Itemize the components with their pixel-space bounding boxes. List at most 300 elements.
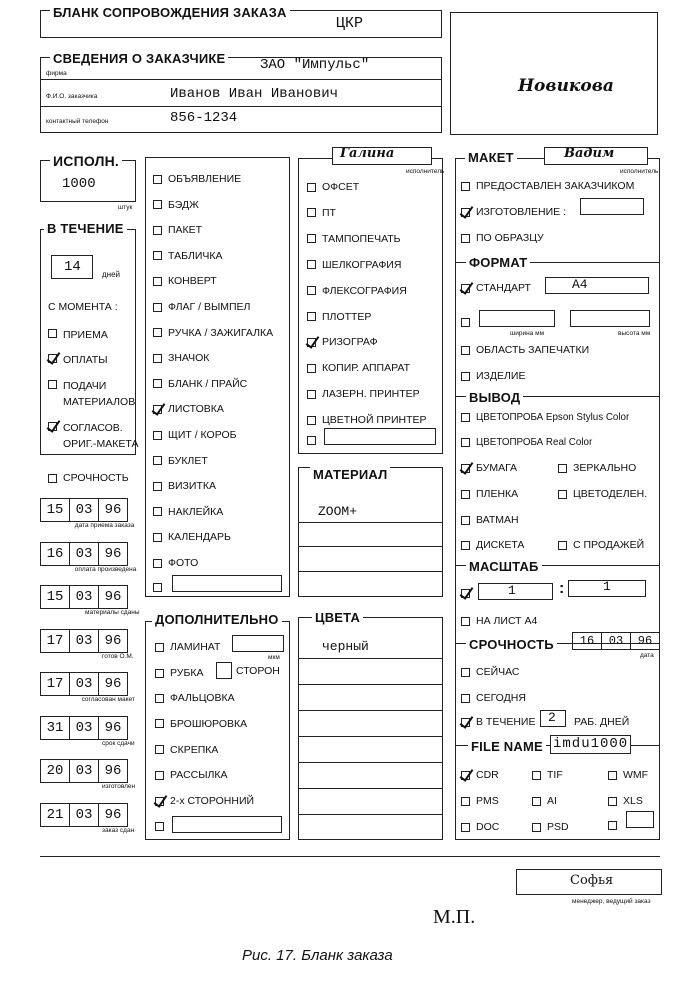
product-type-checkbox[interactable]	[153, 173, 241, 185]
date-year: 96	[104, 502, 122, 518]
checkbox-icon	[307, 390, 316, 399]
format-standard-checkbox[interactable]	[461, 282, 531, 294]
extra-option-label: СКРЕПКА	[170, 743, 219, 756]
days-label: дней	[102, 270, 121, 279]
check-icon	[461, 771, 470, 780]
diskette-checkbox[interactable]	[461, 539, 524, 551]
date-month: 03	[70, 804, 99, 826]
checkbox-icon	[155, 719, 164, 728]
from-option-label: ОПЛАТЫ	[63, 354, 108, 366]
product-type-label: ЗНАЧОК	[168, 352, 210, 365]
mirror-checkbox[interactable]	[558, 462, 636, 474]
colors-value[interactable]: черный	[322, 639, 369, 654]
tech-option-checkbox[interactable]	[307, 414, 427, 426]
product-type-label: НАКЛЕЙКА	[168, 505, 224, 518]
film-checkbox[interactable]	[461, 488, 518, 500]
checkbox-icon	[48, 474, 57, 483]
filetype-checkbox[interactable]	[461, 769, 499, 781]
extra-option-checkbox[interactable]	[155, 744, 218, 756]
product-other-checkbox[interactable]	[153, 583, 162, 592]
checkbox-icon	[558, 490, 567, 499]
date-year: 96	[104, 719, 122, 736]
checkbox-icon	[153, 303, 162, 312]
extra-option-checkbox[interactable]	[155, 718, 247, 730]
check-icon	[307, 338, 316, 347]
urgency-now-checkbox[interactable]	[461, 666, 520, 678]
filetype-checkbox[interactable]	[461, 795, 499, 807]
colors-line	[298, 736, 443, 737]
tech-option-checkbox[interactable]	[307, 336, 378, 348]
lamination-checkbox[interactable]	[155, 641, 220, 653]
extra-option-label: ФАЛЬЦОВКА	[170, 692, 235, 704]
tech-option-label: ФЛЕКСОГРАФИЯ	[322, 284, 407, 297]
checkbox-icon	[608, 797, 617, 806]
material-line	[298, 522, 443, 523]
checkbox-icon	[461, 318, 470, 327]
stage-date[interactable]	[40, 498, 128, 522]
checkbox-icon	[155, 745, 164, 754]
date-month: 03	[70, 586, 99, 608]
product-type-checkbox[interactable]	[153, 199, 199, 211]
ispoln-title: ИСПОЛН.	[50, 153, 122, 169]
urgency-days-value: 2	[548, 710, 556, 725]
from-option-checkbox[interactable]	[48, 378, 141, 410]
checkbox-icon	[153, 533, 162, 542]
filename-value[interactable]: imdu1000	[550, 735, 631, 754]
checkbox-icon	[461, 541, 470, 550]
filetype-checkbox[interactable]	[532, 821, 569, 833]
tech-option-checkbox[interactable]	[307, 207, 336, 219]
product-type-checkbox[interactable]	[153, 352, 209, 364]
material-line	[298, 571, 443, 572]
checkbox-icon	[155, 643, 164, 652]
material-value[interactable]: ZOOM+	[318, 504, 358, 519]
checkbox-icon	[307, 286, 316, 295]
days-value: 14	[64, 259, 81, 275]
check-icon	[48, 354, 57, 363]
print-area-checkbox[interactable]	[461, 344, 589, 356]
colors-line	[298, 762, 443, 763]
customer-title: СВЕДЕНИЯ О ЗАКАЗЧИКЕ	[50, 51, 228, 66]
checkbox-icon	[307, 234, 316, 243]
stage-date-caption: срок сдачи	[102, 739, 135, 747]
filetype-checkbox[interactable]	[608, 795, 643, 807]
height-input[interactable]	[570, 310, 650, 327]
extra-option-checkbox[interactable]	[155, 769, 228, 781]
during-title: В ТЕЧЕНИЕ	[44, 221, 127, 236]
from-option-label: ПРИЕМА	[63, 329, 108, 341]
checkbox-icon	[307, 364, 316, 373]
checkbox-icon	[153, 277, 162, 286]
tech-option-label: ПТ	[322, 206, 336, 219]
product-type-checkbox[interactable]	[153, 224, 202, 236]
product-type-label: ПАКЕТ	[168, 224, 203, 237]
colors-line	[298, 684, 443, 685]
tech-option-checkbox[interactable]	[307, 311, 371, 323]
firm-value[interactable]: ЗАО "Импульс"	[260, 57, 370, 73]
checkbox-icon	[558, 541, 567, 550]
checkbox-icon	[153, 200, 162, 209]
from-option-checkbox[interactable]	[48, 420, 141, 452]
filetype-checkbox[interactable]	[608, 769, 648, 781]
from-option-label: СОГЛАСОВ. ОРИГ.-МАКЕТА	[63, 422, 139, 450]
stage-date-caption: дата приема заказа	[74, 522, 135, 529]
product-other-input[interactable]	[172, 575, 282, 592]
stage-date[interactable]	[40, 672, 128, 696]
date-year: 96	[104, 763, 122, 779]
width-input[interactable]	[479, 310, 555, 327]
date-month: 03	[70, 630, 99, 652]
from-option-checkbox[interactable]	[48, 327, 141, 343]
maket-executor-label: исполнитель	[620, 168, 659, 175]
date-year: 96	[104, 806, 122, 823]
colors-line	[298, 658, 443, 659]
date-day: 20	[41, 760, 70, 782]
maket-title: МАКЕТ	[465, 150, 517, 165]
checkbox-icon	[608, 771, 617, 780]
order-code[interactable]: ЦКР	[336, 15, 364, 32]
from-option-checkbox[interactable]	[48, 352, 141, 368]
date-year: 96	[104, 632, 122, 649]
date-month: 03	[70, 760, 99, 782]
tech-other-input[interactable]	[324, 428, 436, 445]
maket-made-label: ИЗГОТОВЛЕНИЕ :	[476, 206, 567, 218]
checkbox-icon	[155, 694, 164, 703]
product-label: ИЗДЕЛИЕ	[476, 370, 526, 382]
checkbox-icon	[558, 464, 567, 473]
filetype-checkbox[interactable]	[532, 769, 563, 781]
phone-label: контактный телефон	[46, 118, 109, 125]
tech-box	[298, 158, 443, 454]
product-type-label: ЛИСТОВКА	[168, 403, 224, 416]
from-label: С МОМЕНТА :	[48, 301, 118, 313]
lamination-label: ЛАМИНАТ	[170, 641, 221, 653]
lamination-input[interactable]	[232, 635, 284, 652]
output-title: ВЫВОД	[466, 390, 523, 405]
stage-date[interactable]	[40, 629, 128, 653]
checkbox-icon	[461, 668, 470, 677]
urgency-checkbox-left[interactable]	[48, 472, 129, 484]
urgency-day: 16	[573, 633, 602, 649]
date-month: 03	[70, 499, 99, 521]
product-checkbox[interactable]	[461, 370, 525, 382]
tech-executor-label: исполнитель	[406, 168, 445, 175]
divider	[40, 79, 442, 80]
height-label: высота мм	[618, 330, 651, 337]
manager-stamp-box	[450, 12, 658, 135]
footer-line	[40, 856, 660, 857]
colors-line	[298, 710, 443, 711]
date-day: 21	[41, 804, 70, 826]
filetype-other-input[interactable]	[626, 811, 654, 828]
checkbox-icon	[307, 436, 316, 445]
checkbox-icon	[153, 559, 162, 568]
product-type-label: БЛАНК / ПРАЙС	[168, 377, 248, 390]
material-title: МАТЕРИАЛ	[310, 467, 390, 482]
checkbox-icon	[48, 380, 57, 389]
tech-option-label: ПЛОТТЕР	[322, 310, 372, 323]
for-sale-checkbox[interactable]	[558, 539, 644, 551]
checkbox-icon	[307, 260, 316, 269]
maket-made-input[interactable]	[580, 198, 644, 215]
date-day: 31	[41, 717, 70, 739]
proof-real-checkbox[interactable]	[461, 437, 592, 448]
checkbox-icon	[307, 208, 316, 217]
product-type-checkbox[interactable]	[153, 275, 217, 287]
tech-other-checkbox[interactable]	[307, 436, 316, 445]
checkbox-icon	[307, 416, 316, 425]
stage-date-caption: заказ сдан	[102, 826, 135, 834]
scale-a-value: 1	[508, 583, 516, 598]
tech-option-checkbox[interactable]	[307, 388, 420, 400]
date-day: 17	[41, 630, 70, 652]
print-area-label: ОБЛАСТЬ ЗАПЕЧАТКИ	[476, 344, 590, 356]
whatman-checkbox[interactable]	[461, 514, 519, 526]
product-type-label: БУКЛЕТ	[168, 454, 208, 467]
extra-option-label: РАССЫЛКА	[170, 769, 228, 782]
format-standard-value: А4	[572, 277, 588, 292]
checkbox-icon	[532, 797, 541, 806]
tech-option-label: ЛАЗЕРН. ПРИНТЕР	[322, 388, 420, 401]
paper-checkbox[interactable]	[461, 462, 517, 474]
colors-box	[298, 617, 443, 840]
checkbox-icon	[155, 771, 164, 780]
product-type-checkbox[interactable]	[153, 506, 223, 518]
paper-label: БУМАГА	[476, 462, 518, 474]
checkbox-icon	[153, 251, 162, 260]
micron-label: мкм	[268, 654, 280, 661]
filetype-label: AI	[547, 795, 557, 807]
quantity-unit: штук	[118, 204, 133, 211]
form-title: БЛАНК СОПРОВОЖДЕНИЯ ЗАКАЗА	[50, 5, 290, 20]
tech-option-checkbox[interactable]	[307, 285, 407, 297]
extra-option-checkbox[interactable]	[155, 692, 235, 704]
check-icon	[153, 405, 162, 414]
urgency-now-label: СЕЙЧАС	[476, 666, 520, 678]
urgency-today-checkbox[interactable]	[461, 692, 526, 704]
filetype-label: PMS	[476, 795, 499, 807]
fio-value[interactable]: Иванов Иван Иванович	[170, 86, 339, 102]
product-type-label: ФОТО	[168, 557, 199, 569]
product-type-label: ОБЪЯВЛЕНИЕ	[168, 173, 242, 185]
mirror-label: ЗЕРКАЛЬНО	[573, 462, 637, 474]
colors-title: ЦВЕТА	[312, 610, 363, 625]
filetype-checkbox[interactable]	[461, 821, 499, 833]
checkbox-icon	[153, 226, 162, 235]
checkbox-icon	[461, 617, 470, 626]
checkbox-icon	[461, 490, 470, 499]
date-year: 96	[104, 676, 122, 692]
format-standard-input[interactable]	[545, 277, 649, 294]
product-type-checkbox[interactable]	[153, 403, 224, 415]
checkbox-icon	[461, 438, 470, 447]
filetype-label: WMF	[623, 769, 649, 781]
date-month: 03	[70, 673, 99, 695]
date-month: 03	[70, 543, 99, 565]
product-type-label: ТАБЛИЧКА	[168, 249, 223, 262]
width-label: ширина мм	[510, 330, 545, 337]
scale-checkbox[interactable]	[461, 589, 470, 598]
checkbox-icon	[153, 456, 162, 465]
phone-value[interactable]: 856-1234	[170, 110, 238, 126]
filetype-label: PSD	[547, 821, 569, 833]
stamp-label: М.П.	[433, 906, 476, 928]
maket-made-checkbox[interactable]	[461, 206, 566, 218]
check-icon	[461, 718, 470, 727]
product-type-label: ФЛАГ / ВЫМПЕЛ	[168, 301, 251, 313]
checkbox-icon	[461, 346, 470, 355]
manager-name: Софья	[570, 873, 614, 888]
quantity-value[interactable]: 1000	[62, 176, 96, 192]
proof-epson-label: ЦВЕТОПРОБА Epson Stylus Color	[476, 412, 630, 423]
filename-title: FILE NAME	[468, 739, 546, 754]
checkbox-icon	[153, 583, 162, 592]
checkbox-icon	[461, 234, 470, 243]
product-type-checkbox[interactable]	[153, 480, 216, 492]
separation-label: ЦВЕТОДЕЛЕН.	[573, 488, 648, 500]
maket-sample-checkbox[interactable]	[461, 232, 544, 244]
urgency-date[interactable]	[572, 632, 660, 650]
product-type-checkbox[interactable]	[153, 531, 231, 543]
format-title: ФОРМАТ	[466, 255, 530, 270]
cutting-label: РУБКА	[170, 667, 204, 679]
checkbox-icon	[155, 669, 164, 678]
checkbox-icon	[461, 823, 470, 832]
from-option-label: ПОДАЧИ МАТЕРИАЛОВ	[63, 380, 136, 408]
stage-date[interactable]	[40, 716, 128, 740]
product-type-checkbox[interactable]	[153, 250, 223, 262]
tech-option-checkbox[interactable]	[307, 362, 410, 374]
stage-date[interactable]	[40, 759, 128, 783]
tech-option-label: ШЕЛКОГРАФИЯ	[322, 258, 402, 271]
format-custom-checkbox[interactable]	[461, 318, 470, 327]
checkbox-icon	[461, 797, 470, 806]
product-type-label: КОНВЕРТ	[168, 275, 217, 288]
check-icon	[461, 284, 470, 293]
fio-label: Ф.И.О. заказчика	[46, 93, 98, 100]
checkbox-icon	[307, 312, 316, 321]
product-type-checkbox[interactable]	[153, 429, 237, 441]
maket-provided-checkbox[interactable]	[461, 180, 634, 192]
checkbox-icon	[155, 822, 164, 831]
urgency-label: СРОЧНОСТЬ	[63, 472, 129, 484]
filetype-checkbox[interactable]	[532, 795, 557, 807]
checkbox-icon	[461, 694, 470, 703]
divider	[40, 106, 442, 107]
workdays-label: РАБ. ДНЕЙ	[574, 716, 630, 728]
urgency-during-checkbox[interactable]	[461, 716, 535, 728]
stage-date[interactable]	[40, 542, 128, 566]
extra-option-checkbox[interactable]	[155, 795, 254, 807]
check-icon	[461, 208, 470, 217]
colors-line	[298, 814, 443, 815]
scale-colon: :	[559, 580, 565, 597]
product-type-label: РУЧКА / ЗАЖИГАЛКА	[168, 326, 274, 339]
date-day: 17	[41, 673, 70, 695]
stage-date[interactable]	[40, 585, 128, 609]
date-year: 96	[104, 589, 122, 605]
check-icon	[155, 797, 164, 806]
checkbox-icon	[153, 431, 162, 440]
date-day: 15	[41, 586, 70, 608]
colors-line	[298, 788, 443, 789]
film-label: ПЛЕНКА	[476, 488, 519, 500]
product-type-label: ВИЗИТКА	[168, 480, 216, 493]
filetype-label: CDR	[476, 769, 499, 781]
check-icon	[48, 422, 57, 431]
filetype-label: DOC	[476, 821, 500, 833]
manager-label: менеджер, ведущий заказ	[572, 898, 651, 905]
scale-a4-label: НА ЛИСТ А4	[476, 615, 538, 627]
proof-real-label: ЦВЕТОПРОБА Real Color	[476, 437, 593, 448]
scale-title: МАСШТАБ	[466, 559, 542, 574]
checkbox-icon	[153, 379, 162, 388]
urgency-month: 03	[602, 633, 631, 649]
sides-input[interactable]	[216, 662, 232, 679]
stage-date-caption: готов О.М.	[102, 652, 134, 660]
product-type-checkbox[interactable]	[153, 455, 208, 467]
urgency-during-label: В ТЕЧЕНИЕ	[476, 716, 536, 728]
sides-label: СТОРОН	[236, 665, 280, 677]
product-type-label: ЩИТ / КОРОБ	[168, 429, 237, 441]
filetype-other-checkbox[interactable]	[608, 821, 617, 830]
firm-label: фирма	[46, 70, 67, 77]
stage-date-caption: оплата произведена	[74, 565, 137, 573]
material-line	[298, 546, 443, 547]
date-day: 16	[41, 543, 70, 565]
extra-other-input[interactable]	[172, 816, 282, 833]
stage-date-caption: изготовлен	[102, 783, 136, 790]
cutting-checkbox[interactable]	[155, 667, 203, 679]
maket-provided-label: ПРЕДОСТАВЛЕН ЗАКАЗЧИКОМ	[476, 180, 635, 192]
date-day: 15	[41, 499, 70, 521]
check-icon	[461, 589, 470, 598]
product-type-checkbox[interactable]	[153, 301, 250, 313]
product-type-checkbox[interactable]	[153, 327, 273, 339]
tech-option-label: КОПИР. АППАРАТ	[322, 362, 410, 375]
product-type-label: БЭДЖ	[168, 198, 199, 211]
separation-checkbox[interactable]	[558, 488, 647, 500]
maket-sample-label: ПО ОБРАЗЦУ	[476, 232, 544, 244]
product-type-checkbox[interactable]	[153, 378, 247, 390]
checkbox-icon	[461, 182, 470, 191]
stage-date-caption: материалы сданы	[85, 609, 140, 616]
tech-option-checkbox[interactable]	[307, 181, 359, 193]
filetype-label: TIF	[547, 769, 563, 781]
scale-a4-checkbox[interactable]	[461, 615, 537, 627]
tech-option-checkbox[interactable]	[307, 259, 401, 271]
extra-title: ДОПОЛНИТЕЛЬНО	[152, 612, 282, 627]
whatman-label: ВАТМАН	[476, 514, 519, 526]
checkbox-icon	[153, 354, 162, 363]
proof-epson-checkbox[interactable]	[461, 412, 629, 423]
urgency-year: 96	[637, 634, 653, 648]
material-box	[298, 467, 443, 597]
product-type-checkbox[interactable]	[153, 557, 198, 569]
urgency-title: СРОЧНОСТЬ	[466, 637, 557, 652]
urgency-today-label: СЕГОДНЯ	[476, 692, 526, 704]
extra-other-checkbox[interactable]	[155, 822, 164, 831]
for-sale-label: С ПРОДАЖЕЙ	[573, 539, 645, 551]
stage-date[interactable]	[40, 803, 128, 827]
checkbox-icon	[461, 516, 470, 525]
checkbox-icon	[608, 821, 617, 830]
extra-option-label: 2-х СТОРОННИЙ	[170, 795, 255, 808]
checkbox-icon	[307, 183, 316, 192]
tech-option-label: ОФСЕТ	[322, 181, 360, 193]
tech-option-label: РИЗОГРАФ	[322, 336, 378, 349]
tech-option-checkbox[interactable]	[307, 233, 401, 245]
